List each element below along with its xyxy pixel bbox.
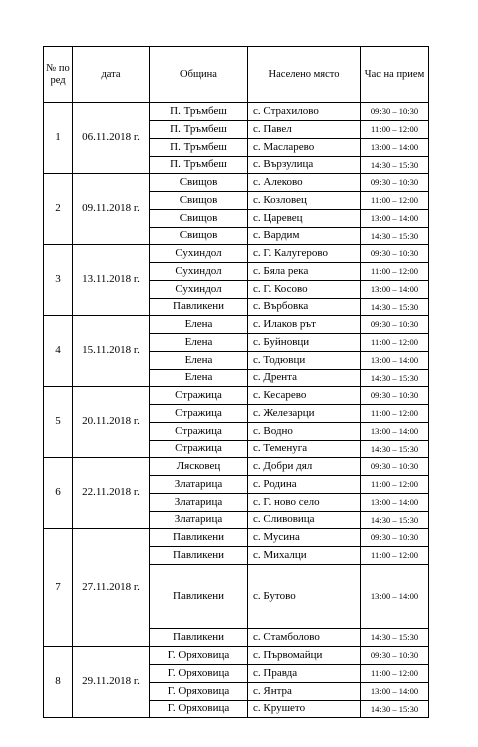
municipality-cell: Сухиндол — [150, 281, 248, 299]
table-row — [44, 316, 429, 334]
row-number: 1 — [44, 103, 73, 174]
place-cell: с. Мусина — [248, 529, 361, 547]
place-cell: с. Водно — [248, 423, 361, 441]
time-cell: 11:00 – 12:00 — [361, 547, 429, 565]
schedule-table — [43, 46, 429, 718]
municipality-cell: Г. Оряховица — [150, 701, 248, 718]
time-cell: 13:00 – 14:00 — [361, 683, 429, 701]
municipality-cell: Сухиндол — [150, 245, 248, 263]
table-body — [44, 103, 429, 718]
table-row — [44, 647, 429, 665]
place-cell: с. Вързулица — [248, 157, 361, 174]
row-number: 8 — [44, 647, 73, 718]
table-row — [44, 387, 429, 405]
time-cell: 11:00 – 12:00 — [361, 476, 429, 494]
municipality-cell: Елена — [150, 370, 248, 387]
municipality-cell: Елена — [150, 316, 248, 334]
place-cell: с. Алеково — [248, 174, 361, 192]
time-cell: 09:30 – 10:30 — [361, 529, 429, 547]
place-cell: с. Михалци — [248, 547, 361, 565]
municipality-cell: Стражица — [150, 405, 248, 423]
time-cell: 14:30 – 15:30 — [361, 441, 429, 458]
time-cell: 09:30 – 10:30 — [361, 103, 429, 121]
header-time: Час на прием — [361, 47, 429, 103]
visit-date: 13.11.2018 г. — [73, 245, 150, 316]
municipality-cell: П. Тръмбеш — [150, 139, 248, 157]
municipality-cell: Свищов — [150, 192, 248, 210]
municipality-cell: Павликени — [150, 299, 248, 316]
time-cell: 09:30 – 10:30 — [361, 316, 429, 334]
place-cell: с. Дрента — [248, 370, 361, 387]
place-cell: с. Сливовица — [248, 512, 361, 529]
municipality-cell: Стражица — [150, 387, 248, 405]
place-cell: с. Правда — [248, 665, 361, 683]
header-num: № по ред — [44, 47, 73, 103]
place-cell: с. Буйновци — [248, 334, 361, 352]
visit-date: 27.11.2018 г. — [73, 529, 150, 647]
place-cell: с. Павел — [248, 121, 361, 139]
municipality-cell: Лясковец — [150, 458, 248, 476]
time-cell: 11:00 – 12:00 — [361, 263, 429, 281]
place-cell: с. Железарци — [248, 405, 361, 423]
place-cell: с. Стамболово — [248, 629, 361, 647]
time-cell: 09:30 – 10:30 — [361, 245, 429, 263]
municipality-cell: Г. Оряховица — [150, 647, 248, 665]
visit-date: 20.11.2018 г. — [73, 387, 150, 458]
row-number: 3 — [44, 245, 73, 316]
time-cell: 11:00 – 12:00 — [361, 334, 429, 352]
place-cell: с. Първомайци — [248, 647, 361, 665]
municipality-cell: П. Тръмбеш — [150, 121, 248, 139]
place-cell: с. Бяла река — [248, 263, 361, 281]
place-cell: с. Г. ново село — [248, 494, 361, 512]
municipality-cell: Златарица — [150, 476, 248, 494]
time-cell: 13:00 – 14:00 — [361, 565, 429, 629]
visit-date: 09.11.2018 г. — [73, 174, 150, 245]
time-cell: 09:30 – 10:30 — [361, 458, 429, 476]
municipality-cell: Свищов — [150, 210, 248, 228]
time-cell: 14:30 – 15:30 — [361, 512, 429, 529]
municipality-cell: Г. Оряховица — [150, 683, 248, 701]
time-cell: 14:30 – 15:30 — [361, 629, 429, 647]
place-cell: с. Масларево — [248, 139, 361, 157]
row-number: 4 — [44, 316, 73, 387]
table-row — [44, 174, 429, 192]
row-number: 5 — [44, 387, 73, 458]
municipality-cell: Свищов — [150, 174, 248, 192]
municipality-cell: Павликени — [150, 547, 248, 565]
place-cell: с. Родина — [248, 476, 361, 494]
header-place: Населено място — [248, 47, 361, 103]
place-cell: с. Царевец — [248, 210, 361, 228]
table-row — [44, 245, 429, 263]
header-municipality: Община — [150, 47, 248, 103]
time-cell: 14:30 – 15:30 — [361, 299, 429, 316]
table-row — [44, 103, 429, 121]
place-cell: с. Върбовка — [248, 299, 361, 316]
municipality-cell: П. Тръмбеш — [150, 103, 248, 121]
place-cell: с. Добри дял — [248, 458, 361, 476]
time-cell: 14:30 – 15:30 — [361, 370, 429, 387]
time-cell: 13:00 – 14:00 — [361, 494, 429, 512]
municipality-cell: Златарица — [150, 494, 248, 512]
municipality-cell: П. Тръмбеш — [150, 157, 248, 174]
table-row — [44, 529, 429, 547]
time-cell: 13:00 – 14:00 — [361, 423, 429, 441]
time-cell: 13:00 – 14:00 — [361, 139, 429, 157]
time-cell: 14:30 – 15:30 — [361, 157, 429, 174]
place-cell: с. Г. Калугерово — [248, 245, 361, 263]
time-cell: 11:00 – 12:00 — [361, 665, 429, 683]
time-cell: 14:30 – 15:30 — [361, 701, 429, 718]
row-number: 7 — [44, 529, 73, 647]
visit-date: 15.11.2018 г. — [73, 316, 150, 387]
header-date: дата — [73, 47, 150, 103]
municipality-cell: Елена — [150, 334, 248, 352]
row-number: 6 — [44, 458, 73, 529]
row-number: 2 — [44, 174, 73, 245]
municipality-cell: Златарица — [150, 512, 248, 529]
municipality-cell: Стражица — [150, 441, 248, 458]
municipality-cell: Павликени — [150, 529, 248, 547]
time-cell: 09:30 – 10:30 — [361, 174, 429, 192]
time-cell: 11:00 – 12:00 — [361, 121, 429, 139]
time-cell: 09:30 – 10:30 — [361, 387, 429, 405]
time-cell: 13:00 – 14:00 — [361, 210, 429, 228]
municipality-cell: Павликени — [150, 565, 248, 629]
place-cell: с. Бутово — [248, 565, 361, 629]
time-cell: 13:00 – 14:00 — [361, 352, 429, 370]
place-cell: с. Страхилово — [248, 103, 361, 121]
municipality-cell: Г. Оряховица — [150, 665, 248, 683]
visit-date: 29.11.2018 г. — [73, 647, 150, 718]
time-cell: 11:00 – 12:00 — [361, 192, 429, 210]
table-header — [44, 47, 429, 103]
place-cell: с. Крушето — [248, 701, 361, 718]
municipality-cell: Свищов — [150, 228, 248, 245]
municipality-cell: Сухиндол — [150, 263, 248, 281]
header-row — [44, 47, 429, 103]
place-cell: с. Кесарево — [248, 387, 361, 405]
municipality-cell: Павликени — [150, 629, 248, 647]
municipality-cell: Елена — [150, 352, 248, 370]
municipality-cell: Стражица — [150, 423, 248, 441]
place-cell: с. Тодювци — [248, 352, 361, 370]
table-row — [44, 458, 429, 476]
time-cell: 09:30 – 10:30 — [361, 647, 429, 665]
place-cell: с. Козловец — [248, 192, 361, 210]
visit-date: 06.11.2018 г. — [73, 103, 150, 174]
time-cell: 14:30 – 15:30 — [361, 228, 429, 245]
place-cell: с. Янтра — [248, 683, 361, 701]
place-cell: с. Вардим — [248, 228, 361, 245]
place-cell: с. Г. Косово — [248, 281, 361, 299]
time-cell: 11:00 – 12:00 — [361, 405, 429, 423]
time-cell: 13:00 – 14:00 — [361, 281, 429, 299]
visit-date: 22.11.2018 г. — [73, 458, 150, 529]
place-cell: с. Илаков рът — [248, 316, 361, 334]
place-cell: с. Теменуга — [248, 441, 361, 458]
